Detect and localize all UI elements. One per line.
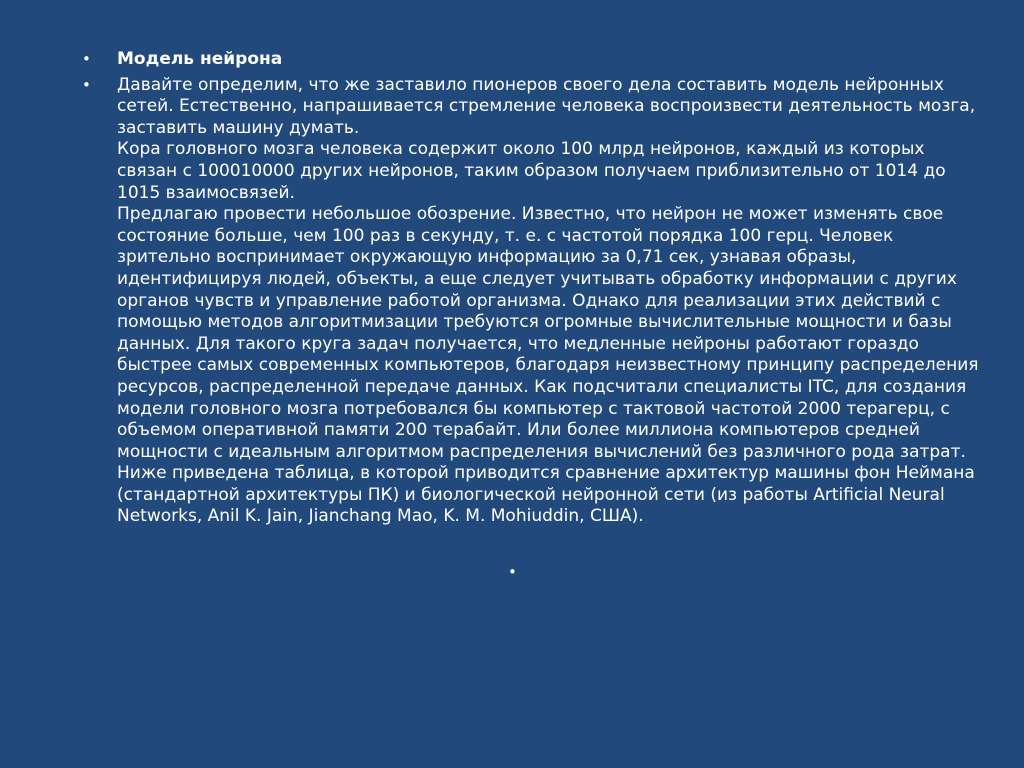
bullet-item-heading xyxy=(82,49,987,71)
empty-bullet-icon: • xyxy=(508,563,517,581)
bullet-dot-icon: • xyxy=(82,50,91,68)
bullet-list xyxy=(82,49,987,532)
slide-heading: Модель нейрона xyxy=(117,49,283,69)
body-paragraph-cortex: Кора головного мозга человека содержит около 100 млрд нейронов, каждый из которых связан с 100010000 других нейронов, таким образом получаем приблизительно от 1014 до 1015 взаимосвязей. xyxy=(117,139,946,203)
bullet-dot-icon: • xyxy=(82,75,91,94)
bullet-item-body xyxy=(82,75,987,528)
body-paragraph-intro: Давайте определим, что же заставило пионеров своего дела составить модель нейронных сетей. Естественно, напрашивается стремление человека воспроизвести деятельность мозга, заставить машину думать. xyxy=(117,74,976,138)
body-paragraph-overview: Предлагаю провести небольшое обозрение. Известно, что нейрон не может изменять свое состояние больше, чем 100 раз в секунду, т. е. с частотой порядка 100 герц. Человек зрительно воспринимает окружающую информацию за 0,71 сек, узнавая образы, идентифицируя людей, объекты, а еще следует учитывать обработку информации с других органов чувств и управление работой организма. Однако для реализации этих действий с помощью методов алгоритмизации требуются огромные вычислительные мощности и базы данных. Для такого круга задач получается, что медленные нейроны работают гораздо быстрее самых современных компьютеров, благодаря неизвестному принципу распределения ресурсов, распределенной передаче данных. Как подсчитали специалисты ITC, для создания модели головного мозга потребовался бы компьютер с тактовой частотой 2000 терагерц, с объемом оперативной памяти 200 терабайт. Или более миллиона компьютеров средней мощности с идеальным алгоритмом распределения вычислений без различного рода затрат. Ниже приведена таблица, в которой приводится сравнение архитектур машины фон Неймана (стандартной архитектуры ПК) и биологической нейронной сети (из работы Artificial Neural Networks, Anil K. Jain, Jianchang Mao, K. M. Mohiuddin, США). xyxy=(117,204,979,527)
